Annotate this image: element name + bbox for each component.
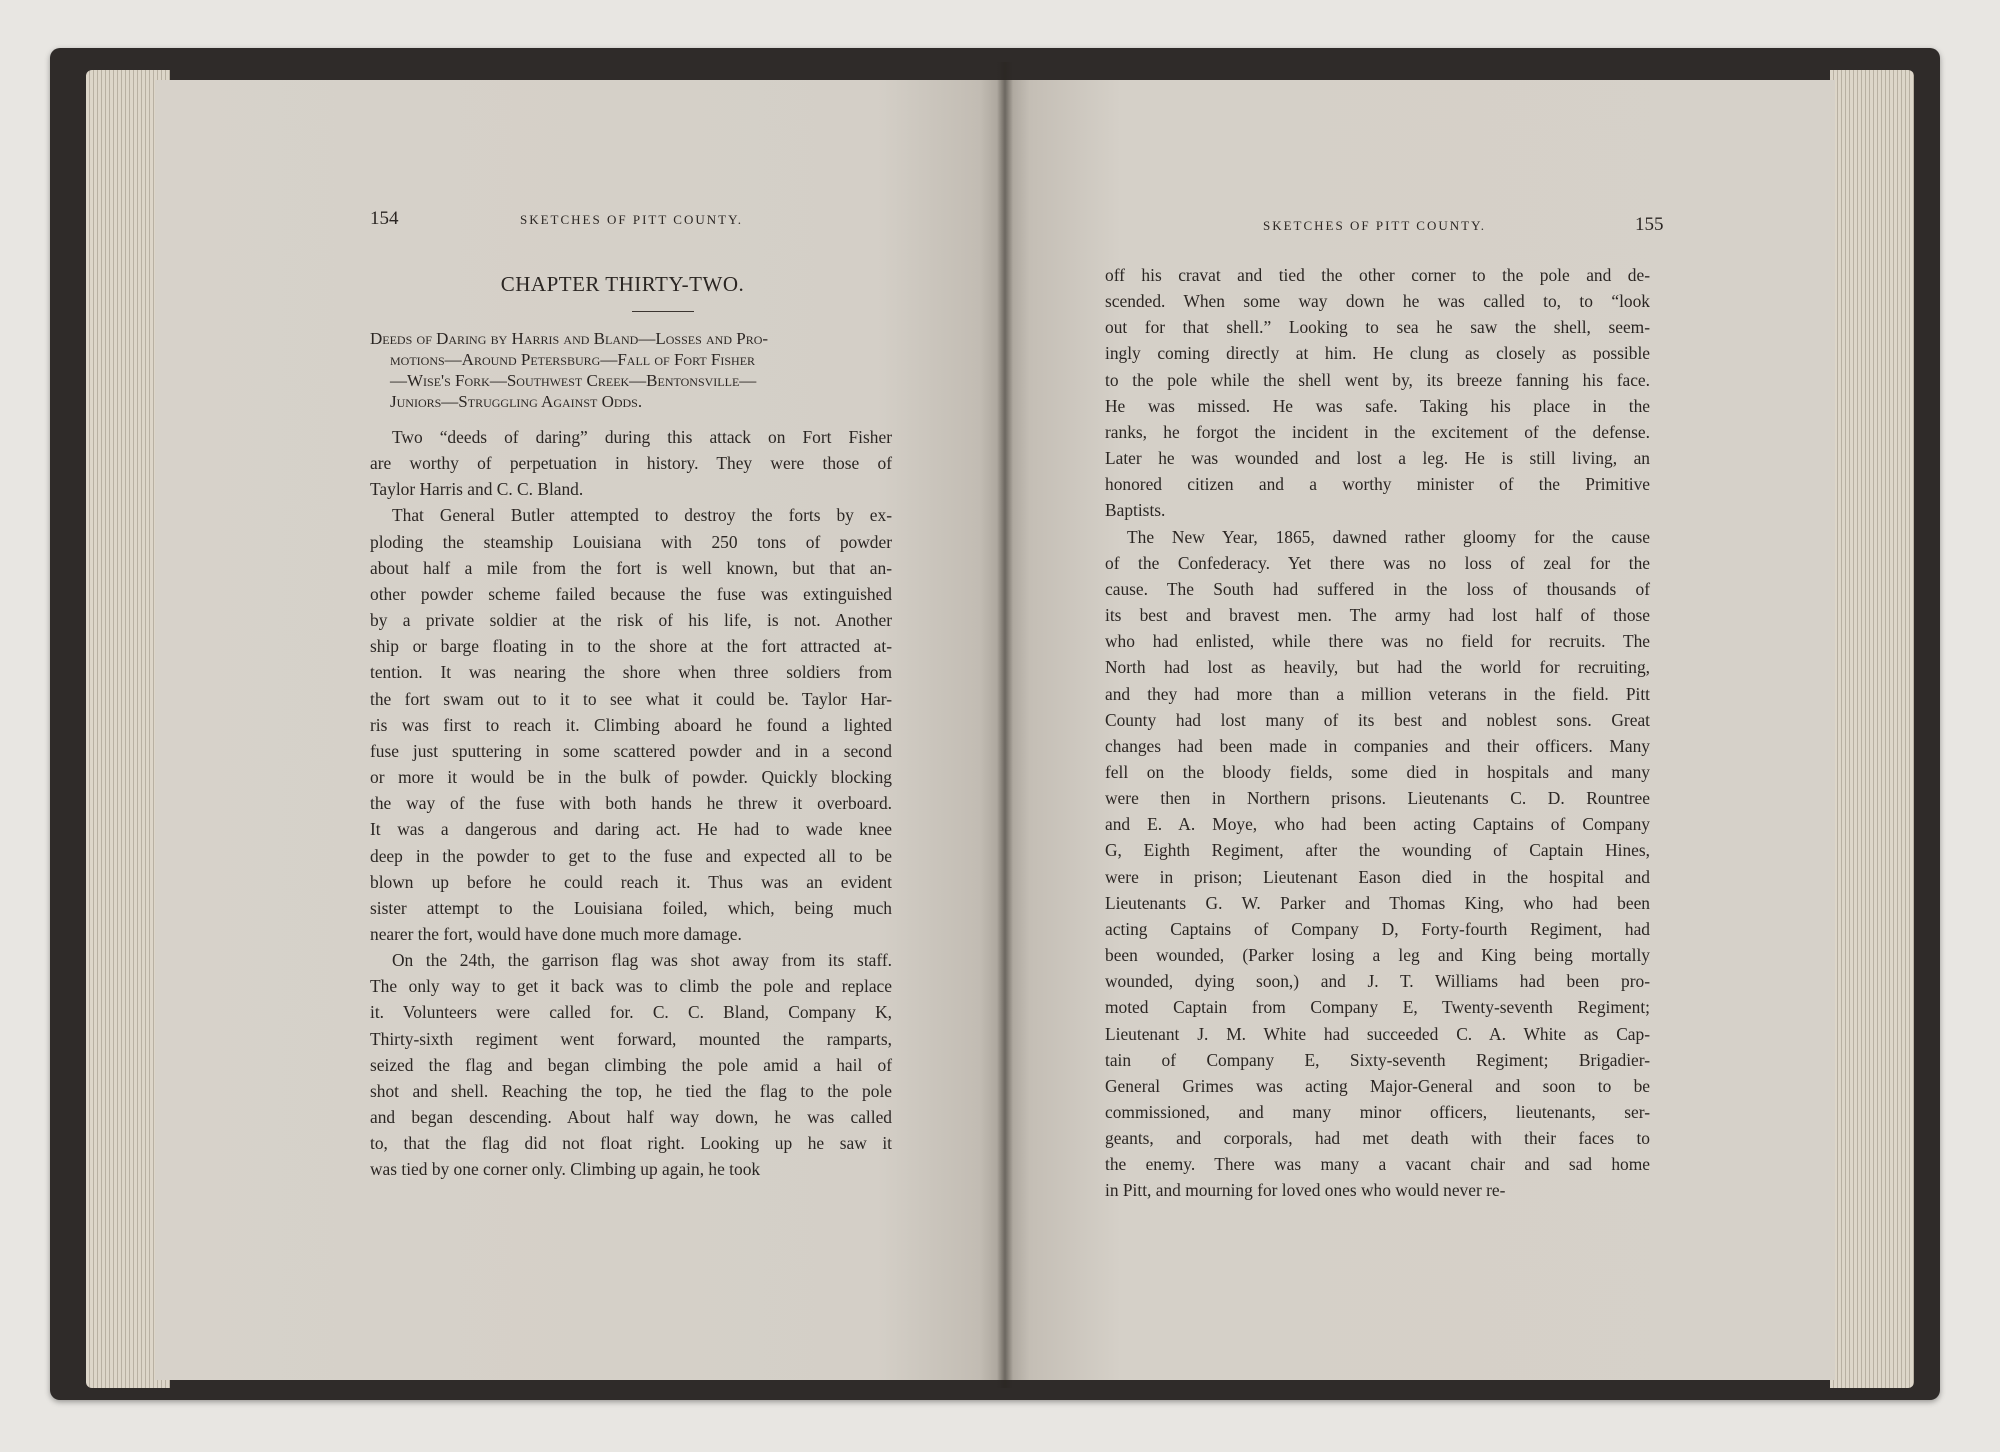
text-line: It was a dangerous and daring act. He had to wade knee: [370, 819, 892, 840]
body-text: [370, 424, 892, 1183]
left-page: [155, 80, 1005, 1380]
text-line: Baptists.: [1105, 500, 1166, 521]
text-line: tention. It was nearing the shore when three soldiers from: [370, 662, 892, 683]
page-number: 155: [1635, 214, 1664, 235]
text-line: General Grimes was acting Major-General and soon to be: [1105, 1075, 1650, 1096]
text-line: geants, and corporals, had met death with their faces to: [1105, 1128, 1650, 1149]
text-line: blown up before he could reach it. Thus was an evident: [370, 871, 892, 892]
right-page: [1005, 80, 1835, 1380]
text-line: was tied by one corner only. Climbing up again, he took: [370, 1159, 761, 1180]
text-line: cause. The South had suffered in the loss of thousands of: [1105, 578, 1650, 599]
text-line: seized the flag and began climbing the pole amid a hail of: [370, 1054, 892, 1075]
text-line: Two “deeds of daring” during this attack on Fort Fisher: [392, 427, 892, 447]
text-line: tain of Company E, Sixty-seventh Regiment; Brigadier-: [1105, 1049, 1650, 1070]
text-line: Lieutenants G. W. Parker and Thomas King, who had been: [1105, 892, 1650, 913]
text-line: of the Confederacy. Yet there was no loss of zeal for the: [1105, 552, 1650, 573]
text-line: who had enlisted, while there was no field for recruits. The: [1105, 631, 1650, 652]
text-line: sister attempt to the Louisiana foiled, which, being much: [370, 897, 892, 918]
text-line: in Pitt, and mourning for loved ones who would never re-: [1105, 1180, 1506, 1201]
text-line: He was missed. He was safe. Taking his place in the: [1105, 395, 1650, 416]
text-line: its best and bravest men. The army had lost half of those: [1105, 605, 1650, 626]
text-line: ris was first to reach it. Climbing aboard he found a lighted: [370, 714, 892, 735]
text-line: off his cravat and tied the other corner to the pole and de-: [1105, 265, 1650, 285]
text-line: acting Captains of Company D, Forty-fourth Regiment, had: [1105, 918, 1650, 939]
text-line: moted Captain from Company E, Twenty-seventh Regiment;: [1105, 997, 1650, 1018]
synopsis-line: —Wise's Fork—Southwest Creek—Bentonsville—: [390, 371, 757, 390]
text-line: were in prison; Lieutenant Eason died in the hospital and: [1105, 866, 1650, 887]
text-line: are worthy of perpetuation in history. They were those of: [370, 453, 892, 474]
running-head: SKETCHES OF PITT COUNTY.: [1263, 218, 1487, 233]
text-line: Lieutenant J. M. White had succeeded C. A. White as Cap-: [1105, 1023, 1650, 1044]
text-line: were then in Northern prisons. Lieutenants C. D. Rountree: [1105, 788, 1650, 809]
text-line: ingly coming directly at him. He clung as closely as possible: [1105, 343, 1650, 364]
page-number: 154: [370, 208, 399, 229]
text-line: ship or barge floating in to the shore at the fort attracted at-: [370, 636, 892, 657]
text-line: changes had been made in companies and their officers. Many: [1105, 735, 1650, 756]
text-line: ranks, he forgot the incident in the excitement of the defense.: [1105, 421, 1650, 442]
text-line: and they had more than a million veterans in the field. Pitt: [1105, 683, 1650, 704]
text-line: deep in the powder to get to the fuse and expected all to be: [370, 845, 892, 866]
page-edges-right: [1830, 70, 1914, 1388]
text-line: The New Year, 1865, dawned rather gloomy for the cause: [1127, 526, 1650, 547]
text-line: and E. A. Moye, who had been acting Captains of Company: [1105, 814, 1650, 835]
synopsis-line: motions—Around Petersburg—Fall of Fort Fisher: [390, 350, 756, 369]
synopsis-line: Juniors—Struggling Against Odds.: [390, 392, 643, 411]
text-line: The only way to get it back was to climb the pole and replace: [370, 976, 892, 997]
text-line: commissioned, and many minor officers, lieutenants, ser-: [1105, 1102, 1650, 1122]
text-line: Later he was wounded and lost a leg. He is still living, an: [1105, 448, 1650, 469]
text-line: to the pole while the shell went by, its breeze fanning his face.: [1105, 369, 1650, 390]
text-line: the way of the fuse with both hands he threw it overboard.: [370, 793, 892, 814]
chapter-title: CHAPTER THIRTY-TWO.: [500, 272, 745, 296]
text-line: On the 24th, the garrison flag was shot away from its staff.: [392, 950, 892, 971]
text-line: it. Volunteers were called for. C. C. Bland, Company K,: [370, 1002, 892, 1023]
book-gutter: [997, 62, 1013, 1388]
text-line: wounded, dying soon,) and J. T. Williams had been pro-: [1105, 971, 1650, 992]
text-line: or more it would be in the bulk of powder. Quickly blocking: [370, 767, 892, 788]
text-line: scended. When some way down he was called to, to “look: [1105, 291, 1650, 312]
body-text: [1105, 262, 1650, 1204]
text-line: out for that shell.” Looking to sea he saw the shell, seem-: [1105, 317, 1650, 338]
text-line: about half a mile from the fort is well known, but that an-: [370, 557, 892, 578]
text-line: G, Eighth Regiment, after the wounding of Captain Hines,: [1105, 840, 1650, 861]
text-line: other powder scheme failed because the fuse was extinguished: [370, 583, 892, 604]
running-head: SKETCHES OF PITT COUNTY.: [520, 212, 744, 227]
text-line: by a private soldier at the risk of his life, is not. Another: [370, 610, 892, 631]
text-line: nearer the fort, would have done much more damage.: [370, 923, 742, 944]
text-line: ploding the steamship Louisiana with 250 tons of powder: [370, 531, 892, 552]
text-line: the fort swam out to it to see what it could be. Taylor Har-: [370, 688, 892, 709]
text-line: Taylor Harris and C. C. Bland.: [370, 479, 584, 500]
text-line: honored citizen and a worthy minister of the Primitive: [1105, 474, 1650, 495]
text-line: fuse just sputtering in some scattered powder and in a second: [370, 740, 892, 761]
text-line: been wounded, (Parker losing a leg and King being mortally: [1105, 945, 1650, 966]
text-line: the enemy. There was many a vacant chair and sad home: [1105, 1154, 1650, 1175]
text-line: County had lost many of its best and noblest sons. Great: [1105, 709, 1650, 730]
text-line: shot and shell. Reaching the top, he tied the flag to the pole: [370, 1080, 892, 1101]
chapter-synopsis: [370, 328, 892, 412]
text-line: Thirty-sixth regiment went forward, mounted the ramparts,: [370, 1028, 892, 1049]
synopsis-line: Deeds of Daring by Harris and Bland—Losses and Pro-: [370, 329, 769, 348]
text-line: to, that the flag did not float right. Looking up he saw it: [370, 1133, 892, 1154]
text-line: fell on the bloody fields, some died in hospitals and many: [1105, 761, 1650, 782]
text-line: and began descending. About half way down, he was called: [370, 1107, 892, 1128]
text-line: That General Butler attempted to destroy the forts by ex-: [392, 505, 892, 526]
text-line: North had lost as heavily, but had the world for recruiting,: [1105, 657, 1650, 678]
chapter-rule: [632, 311, 694, 312]
